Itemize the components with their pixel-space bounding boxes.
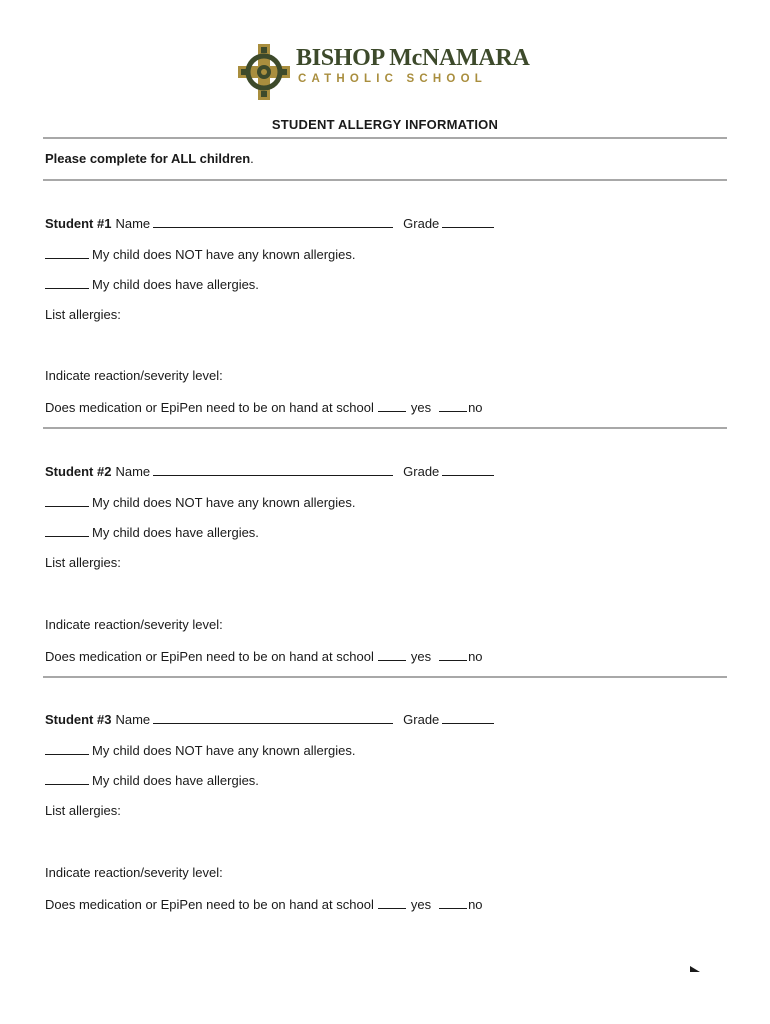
student-1-has-allergies-check[interactable] [45,276,89,289]
student-1-label: Student #1 [45,216,112,231]
student-2-has-allergies-check[interactable] [45,524,89,537]
student-3-no-allergies-row [45,742,356,758]
medication-question: Does medication or EpiPen need to be on hand at school [45,649,374,664]
name-label: Name [115,464,151,479]
student-1-name-row [45,215,494,231]
student-2-reaction: Indicate reaction/severity level: [45,617,223,632]
grade-label: Grade [403,464,440,479]
form-title: STUDENT ALLERGY INFORMATION [271,117,499,132]
yes-label: yes [410,400,432,415]
student-1-name-field[interactable] [153,215,393,228]
yes-label: yes [410,897,432,912]
intro-period: . [250,151,254,166]
student-2-has-allergies-row [45,524,259,540]
yes-label: yes [410,649,432,664]
no-allergies-text: My child does NOT have any known allergies. [92,743,356,758]
no-label: no [468,649,483,664]
intro-text: Please complete for ALL children [45,151,251,166]
student-3-no-allergies-check[interactable] [45,742,89,755]
student-1-has-allergies-row [45,276,259,292]
student-1-reaction: Indicate reaction/severity level: [45,368,223,383]
student-3-reaction: Indicate reaction/severity level: [45,865,223,880]
student-1-no-allergies-row [45,246,356,262]
grade-label: Grade [403,216,440,231]
student-2-no-field[interactable] [439,648,467,661]
has-allergies-text: My child does have allergies. [92,277,259,292]
student-3-has-allergies-row [45,772,259,788]
no-allergies-text: My child does NOT have any known allergies. [92,247,356,262]
student-2-yes-field[interactable] [378,648,406,661]
has-allergies-text: My child does have allergies. [92,773,259,788]
school-name: BISHOP McNAMARA [296,45,530,71]
grade-label: Grade [403,712,440,727]
student-2-name-field[interactable] [153,463,393,476]
has-allergies-text: My child does have allergies. [92,525,259,540]
student-3-grade-field[interactable] [442,711,494,724]
student-3-name-row [45,711,494,727]
student-3-name-field[interactable] [153,711,393,724]
celtic-cross-icon [238,44,290,100]
student-2-no-allergies-check[interactable] [45,494,89,507]
student-3-medication-row [45,896,483,912]
school-logo [238,42,538,104]
name-label: Name [115,712,151,727]
divider [43,676,727,678]
student-3-list-allergies: List allergies: [45,803,121,818]
student-2-label: Student #2 [45,464,112,479]
student-3-label: Student #3 [45,712,112,727]
student-1-list-allergies: List allergies: [45,307,121,322]
no-label: no [468,400,483,415]
student-1-medication-row [45,399,483,415]
student-1-no-allergies-check[interactable] [45,246,89,259]
student-2-list-allergies: List allergies: [45,555,121,570]
student-2-medication-row [45,648,483,664]
student-2-no-allergies-row [45,494,356,510]
no-label: no [468,897,483,912]
student-1-no-field[interactable] [439,399,467,412]
name-label: Name [115,216,151,231]
student-3-has-allergies-check[interactable] [45,772,89,785]
student-2-grade-field[interactable] [442,463,494,476]
student-3-yes-field[interactable] [378,896,406,909]
student-2-name-row [45,463,494,479]
divider [43,137,727,139]
student-3-no-field[interactable] [439,896,467,909]
divider [43,427,727,429]
medication-question: Does medication or EpiPen need to be on hand at school [45,400,374,415]
page-corner-mark-icon [690,966,700,974]
school-subtitle: CATHOLIC SCHOOL [298,73,487,85]
student-1-yes-field[interactable] [378,399,406,412]
medication-question: Does medication or EpiPen need to be on hand at school [45,897,374,912]
divider [43,179,727,181]
form-intro [45,151,254,166]
no-allergies-text: My child does NOT have any known allergies. [92,495,356,510]
student-1-grade-field[interactable] [442,215,494,228]
